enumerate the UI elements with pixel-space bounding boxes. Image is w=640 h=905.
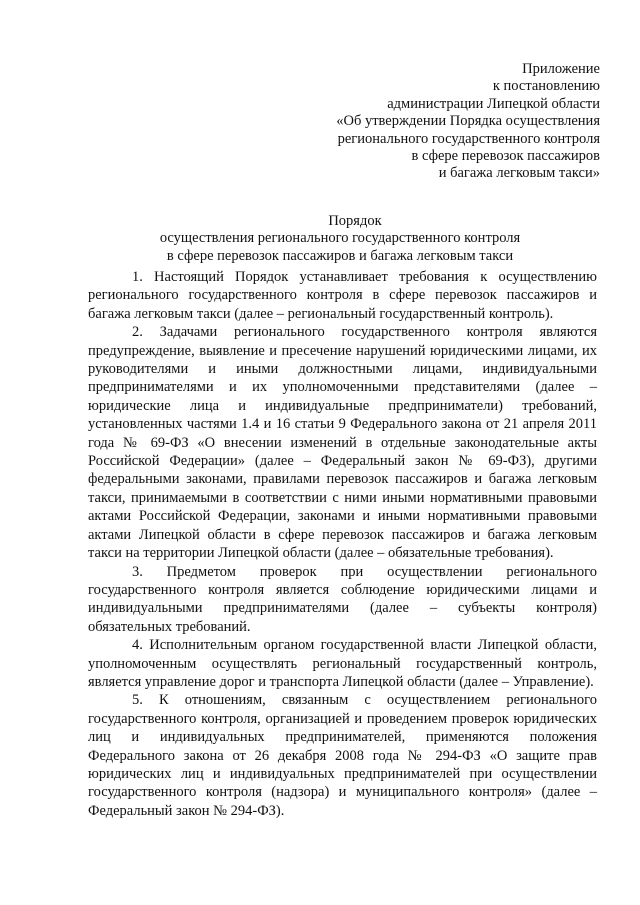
paragraph-5: 5. К отношениям, связанным с осуществлением регионального государственного контроля, организацией и проведением проверок юридических лиц и индивидуальных предпринимателей, применяются положения Федерального закона от 26 декабря 2008 года № 294-ФЗ «О защите прав юридических лиц и индивидуальных предпринимателей при осуществлении государственного контроля (надзора) и муниципального контроля» (далее – Федеральный закон № 294-ФЗ). [88, 692, 597, 819]
appendix-line: администрации Липецкой области [387, 95, 600, 112]
appendix-header [270, 61, 600, 183]
appendix-line: и багажа легковым такси» [438, 165, 600, 182]
title-line: Порядок [328, 213, 382, 229]
appendix-line: к постановлению [492, 78, 600, 95]
paragraph-2: 2. Задачами регионального государственного контроля являются предупреждение, выявление и пресечение нарушений юридическими лицами, их руководителями и иными должностными лицами, индивидуальными предпринимателями и их уполномоченными представителями (далее – юридические лица и индивидуальные предприниматели) требований, установленных частями 1.4 и 16 статьи 9 Федерального закона от 21 апреля 2011 года № 69-ФЗ «О внесении изменений в отдельные законодательные акты Российской Федерации» (далее – Федеральный закон № 69-ФЗ), другими федеральными законами, правилами перевозок пассажиров и багажа легковым такси, принимаемыми в соответствии с ними иными нормативными правовыми актами Российской Федерации, законами и иными нормативными правовыми актами Липецкой области в сфере перевозок пассажиров и багажа легковым такси на территории Липецкой области (далее – обязательные требования). [88, 324, 597, 562]
document-body [88, 268, 597, 820]
paragraph-1: 1. Настоящий Порядок устанавливает требования к осуществлению регионального государственного контроля в сфере перевозок пассажиров и багажа легковым такси (далее – региональный государственный контроль). [88, 269, 597, 322]
title-line: в сфере перевозок пассажиров и багажа легковым такси [166, 247, 514, 264]
appendix-line: регионального государственного контроля [337, 130, 600, 147]
document-title [80, 213, 600, 265]
title-line: осуществления регионального государственного контроля [159, 230, 521, 247]
appendix-line: в сфере перевозок пассажиров [411, 148, 600, 165]
paragraph-4: 4. Исполнительным органом государственной власти Липецкой области, уполномоченным осуществлять региональный государственный контроль, является управление дорог и транспорта Липецкой области (далее – Управление). [88, 637, 597, 690]
appendix-line: «Об утверждении Порядка осуществления [336, 113, 600, 130]
appendix-label: Приложение [522, 61, 600, 77]
paragraph-3: 3. Предметом проверок при осуществлении регионального государственного контроля является соблюдение юридическими лицами и индивидуальными предпринимателями (далее – субъекты контроля) обязательных требований. [88, 563, 597, 635]
